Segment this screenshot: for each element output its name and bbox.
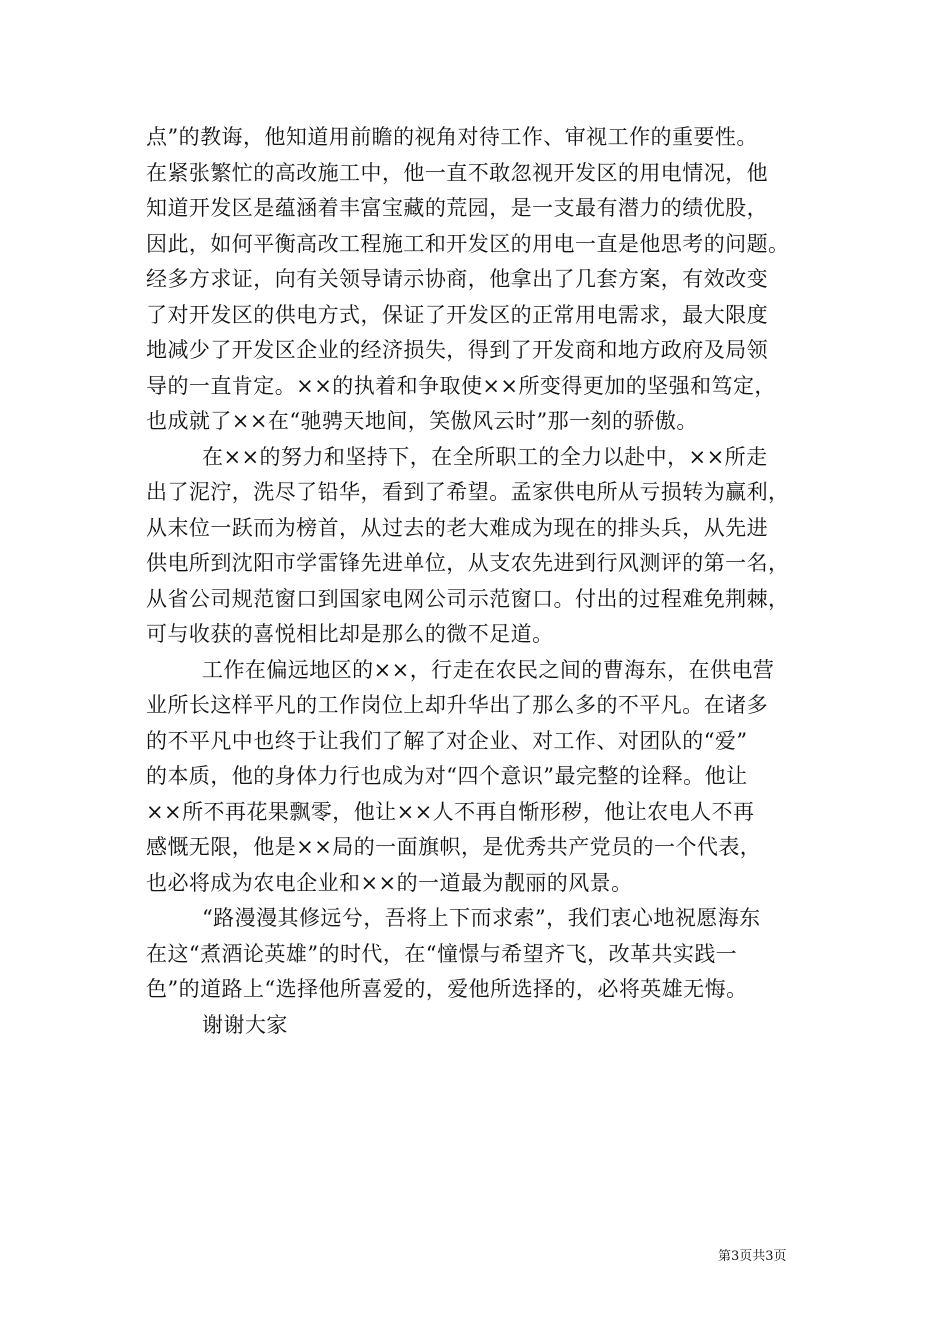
text-line: 感慨无限，他是××局的一面旗帜，是优秀共产党员的一个代表， bbox=[146, 835, 762, 859]
text-line: 也成就了××在“驰骋天地间，笑傲风云时”那一刻的骄傲。 bbox=[146, 409, 698, 433]
page-number: 第3页共3页 bbox=[718, 1249, 787, 1264]
text-line: 也必将成为农电企业和××的一道最为靓丽的风景。 bbox=[146, 870, 633, 895]
text-line: 谢谢大家 bbox=[202, 1012, 288, 1037]
text-line: “路漫漫其修远兮，吾将上下而求索”，我们衷心地祝愿海东 bbox=[202, 906, 761, 930]
text-line: 供电所到沈阳市学雷锋先进单位，从支农先进到行风测评的第一名， bbox=[146, 551, 790, 575]
text-line: 可与收获的喜悦相比却是那么的微不足道。 bbox=[146, 622, 554, 646]
text-line: 了对开发区的供电方式，保证了开发区的正常用电需求，最大限度 bbox=[146, 302, 769, 327]
text-line: 的本质，他的身体力行也成为对“四个意识”最完整的诠释。他让 bbox=[146, 764, 748, 788]
text-line: 知道开发区是蕴涵着丰富宝藏的荒园，是一支最有潜力的绩优股， bbox=[146, 196, 769, 220]
text-line: 因此，如何平衡高改工程施工和开发区的用电一直是他思考的问题。 bbox=[146, 231, 790, 256]
text-line: 业所长这样平凡的工作岗位上却升华出了那么多的不平凡。在诸多 bbox=[146, 693, 769, 717]
text-line: 导的一直肯定。××的执着和争取使××所变得更加的坚强和笃定， bbox=[146, 373, 776, 398]
text-line: 在紧张繁忙的高改施工中，他一直不敢忽视开发区的用电情况，他 bbox=[146, 160, 769, 185]
text-line: 经多方求证，向有关领导请示协商，他拿出了几套方案，有效改变 bbox=[146, 267, 769, 291]
body-text bbox=[146, 120, 810, 1043]
text-line: 从省公司规范窗口到国家电网公司示范窗口。付出的过程难免荆棘， bbox=[146, 586, 790, 611]
text-line: ××所不再花果飘零，他让××人不再自惭形秽，他让农电人不再 bbox=[146, 799, 755, 824]
text-line: 色”的道路上“选择他所喜爱的，爱他所选择的，必将英雄无悔。 bbox=[146, 977, 748, 1001]
text-line: 在××的努力和坚持下，在全所职工的全力以赴中，××所走 bbox=[202, 444, 768, 469]
text-line: 点”的教诲，他知道用前瞻的视角对待工作、审视工作的重要性。 bbox=[146, 125, 758, 149]
text-line: 从末位一跃而为榜首，从过去的老大难成为现在的排头兵，从先进 bbox=[146, 515, 769, 540]
text-line: 出了泥泞，洗尽了铅华，看到了希望。孟家供电所从亏损转为赢利， bbox=[146, 480, 790, 504]
text-line: 工作在偏远地区的××，行走在农民之间的曹海东，在供电营 bbox=[202, 657, 775, 682]
text-line: 地减少了开发区企业的经济损失，得到了开发商和地方政府及局领 bbox=[146, 338, 769, 362]
text-line: 的不平凡中也终于让我们了解了对企业、对工作、对团队的“爱” bbox=[146, 728, 748, 753]
text-line: 在这“煮酒论英雄”的时代，在“憧憬与希望齐飞，改革共实践一 bbox=[146, 941, 738, 966]
